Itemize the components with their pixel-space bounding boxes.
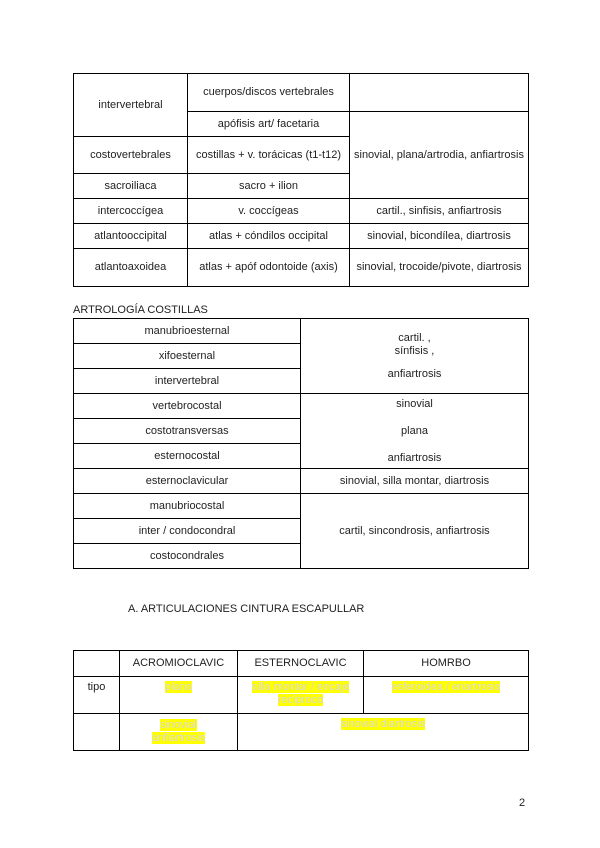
rib-joint-cell: esternocostal	[74, 444, 301, 469]
empty-cell	[74, 714, 120, 751]
tipo-acromioclavic-cell	[120, 677, 238, 714]
bones-cell: apófisis art/ facetaria	[188, 112, 350, 137]
header-esternoclavic: ESTERNOCLAVIC	[238, 651, 364, 677]
rib-type-cell	[301, 394, 529, 469]
type-cell: cartil., sinfisis, anfiartrosis	[350, 199, 529, 224]
bones-cell: v. coccígeas	[188, 199, 350, 224]
highlighted-text: esferoidea / enartrosis	[391, 681, 501, 693]
rib-joint-cell: manubriocostal	[74, 494, 301, 519]
type-line: plana	[401, 424, 428, 437]
rib-joint-cell: intervertebral	[74, 369, 301, 394]
row-label-tipo: tipo	[74, 677, 120, 714]
joint-name-cell: atlantoaxoidea	[74, 249, 188, 287]
highlighted-text: plana	[165, 681, 192, 693]
vertebral-joints-table	[73, 73, 529, 287]
type-line: anfiartrosis	[387, 367, 442, 380]
header-empty-cell	[74, 651, 120, 677]
bones-cell: cuerpos/discos vertebrales	[188, 74, 350, 112]
page-number: 2	[519, 797, 526, 809]
rib-type-cell: sinovial, silla montar, diartrosis	[301, 469, 529, 494]
shoulder-section-heading: A. ARTICULACIONES CINTURA ESCAPULLAR	[128, 603, 365, 615]
rib-joint-cell: inter / condocondral	[74, 519, 301, 544]
highlighted-text: silla montar / encaje recíproco	[251, 681, 350, 706]
type-cell: sinovial, plana/artrodia, anfiartrosis	[350, 112, 529, 199]
bones-cell: atlas + apóf odontoide (axis)	[188, 249, 350, 287]
type-cell	[350, 74, 529, 112]
bones-cell: atlas + cóndilos occipital	[188, 224, 350, 249]
rib-type-cell: cartil, sincondrosis, anfiartrosis	[301, 494, 529, 569]
rib-joint-cell: xifoesternal	[74, 344, 301, 369]
row2-acromioclavic-cell	[120, 714, 238, 751]
rib-joint-cell: esternoclavicular	[74, 469, 301, 494]
tipo-esternoclavic-cell	[238, 677, 364, 714]
type-line: anfiartrosis	[387, 451, 442, 464]
rib-joint-cell: costotransversas	[74, 419, 301, 444]
type-line: cartil. ,	[398, 331, 431, 344]
ribs-section-title: ARTROLOGÍA COSTILLAS	[73, 304, 208, 316]
joint-name-cell: costovertebrales	[74, 137, 188, 174]
shoulder-joints-table	[73, 650, 529, 751]
joint-name-cell: intervertebral	[74, 74, 188, 137]
tipo-hombro-cell	[364, 677, 529, 714]
joint-name-cell: atlantooccipital	[74, 224, 188, 249]
header-acromioclavic: ACROMIOCLAVIC	[120, 651, 238, 677]
rib-joint-cell: costocondrales	[74, 544, 301, 569]
rib-joint-cell: manubrioesternal	[74, 319, 301, 344]
joint-name-cell: intercoccígea	[74, 199, 188, 224]
ribs-joints-table	[73, 318, 529, 569]
bones-cell: sacro + ilion	[188, 174, 350, 199]
type-cell: sinovial, bicondílea, diartrosis	[350, 224, 529, 249]
header-hombro: HOMRBO	[364, 651, 529, 677]
highlighted-text: sinovial anfiartrosis	[151, 719, 206, 744]
joint-name-cell: sacroiliaca	[74, 174, 188, 199]
bones-cell: costillas + v. torácicas (t1-t12)	[188, 137, 350, 174]
type-line: sinovial	[396, 397, 433, 410]
rib-joint-cell: vertebrocostal	[74, 394, 301, 419]
type-cell: sinovial, trocoide/pivote, diartrosis	[350, 249, 529, 287]
row2-merged-cell	[238, 714, 529, 751]
highlighted-text: sinovial diartrosis	[340, 718, 426, 730]
type-line: sínfisis ,	[394, 344, 435, 357]
rib-type-cell	[301, 319, 529, 394]
